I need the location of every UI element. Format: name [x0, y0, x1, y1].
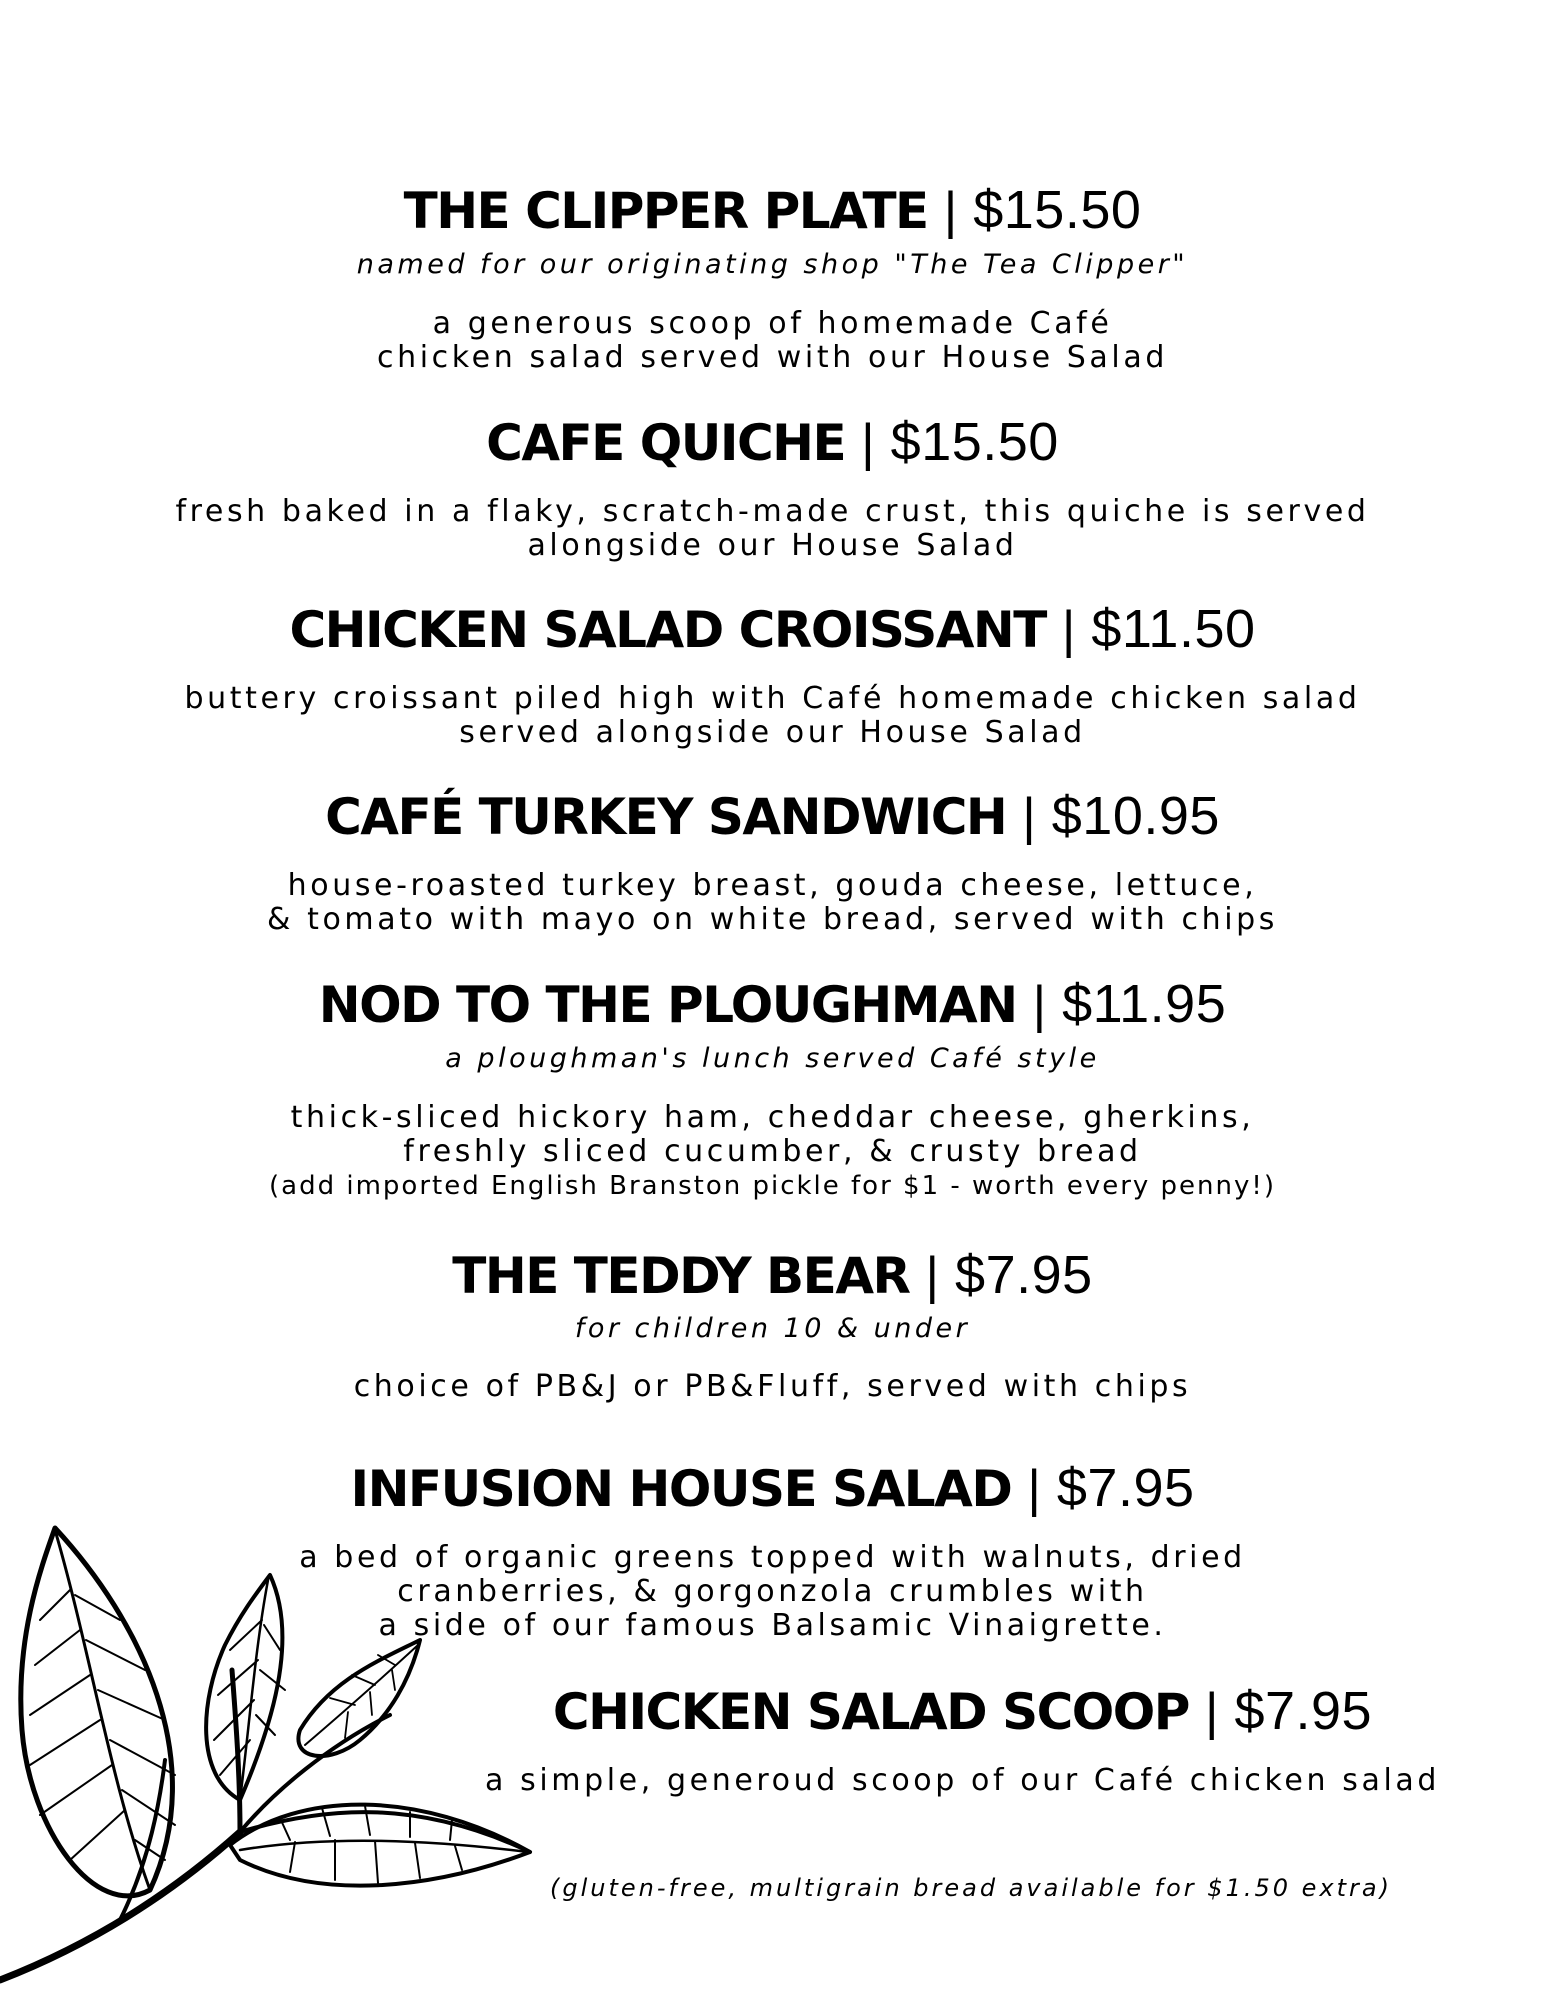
- description-line: a side of our famous Balsamic Vinaigrette.: [378, 1608, 1167, 1643]
- description-line: chicken salad served with our House Salad: [377, 340, 1168, 375]
- description-line: fresh baked in a flaky, scratch-made crust, this quiche is served: [175, 494, 1370, 529]
- menu-item-title: [0, 974, 1545, 1034]
- description-line: alongside our House Salad: [527, 528, 1018, 563]
- price-separator: |: [943, 182, 958, 240]
- item-price: $11.95: [1062, 974, 1227, 1034]
- item-price: $11.50: [1091, 599, 1256, 659]
- price-separator: |: [1027, 1460, 1041, 1518]
- item-name: CAFE QUICHE: [486, 414, 846, 472]
- item-price: $10.95: [1051, 786, 1220, 846]
- item-tagline: a ploughman's lunch served Café style: [445, 1043, 1100, 1074]
- menu-item-title: [0, 180, 1545, 240]
- price-separator: |: [1204, 1683, 1219, 1741]
- item-description: [0, 1101, 1545, 1203]
- description-line: house-roasted turkey breast, gouda cheese, lettuce,: [287, 868, 1258, 903]
- menu-item-title: [0, 412, 1545, 472]
- price-separator: |: [1061, 601, 1076, 659]
- description-line: buttery croissant piled high with Café homemade chicken salad: [184, 681, 1361, 716]
- item-price: $15.50: [973, 180, 1142, 240]
- item-price: $15.50: [890, 412, 1059, 472]
- item-note: (add imported English Branston pickle for $1 - worth every penny!): [269, 1171, 1276, 1201]
- price-separator: |: [1022, 788, 1036, 846]
- item-price: $7.95: [955, 1245, 1093, 1305]
- menu-item-title: [0, 1245, 1545, 1305]
- item-tagline: named for our originating shop "The Tea Clipper": [356, 249, 1189, 280]
- price-separator: |: [925, 1247, 940, 1305]
- description-line: thick-sliced hickory ham, cheddar cheese, gherkins,: [290, 1100, 1255, 1135]
- menu-item-title: [190, 1681, 1545, 1741]
- description-line: & tomato with mayo on white bread, served with chips: [266, 902, 1279, 937]
- description-line: a generous scoop of homemade Café: [432, 306, 1113, 341]
- item-tagline: for children 10 & under: [574, 1313, 971, 1344]
- item-description: [0, 682, 1545, 750]
- item-description: [0, 1370, 1545, 1404]
- item-name: CAFÉ TURKEY SANDWICH: [325, 788, 1007, 846]
- description-line: cranberries, & gorgonzola crumbles with: [397, 1574, 1148, 1609]
- item-name: CHICKEN SALAD SCOOP: [552, 1683, 1189, 1741]
- price-separator: |: [1032, 976, 1047, 1034]
- item-name: THE CLIPPER PLATE: [403, 182, 928, 240]
- tea-leaf-sprig-icon: [0, 1500, 560, 2000]
- item-description: [0, 495, 1545, 563]
- menu-item-title: [0, 599, 1545, 659]
- price-separator: |: [861, 414, 875, 472]
- description-line: served alongside our House Salad: [459, 715, 1086, 750]
- item-description: [190, 1764, 1545, 1798]
- description-line: freshly sliced cucumber, & crusty bread: [403, 1134, 1142, 1169]
- description-line: a simple, generoud scoop of our Café chicken salad: [484, 1763, 1441, 1798]
- item-description: [0, 307, 1545, 375]
- menu-item-title: [0, 786, 1545, 846]
- item-name: INFUSION HOUSE SALAD: [350, 1460, 1012, 1518]
- item-price: $7.95: [1234, 1681, 1373, 1741]
- footer-note: (gluten-free, multigrain bread available for $1.50 extra): [550, 1874, 1392, 1902]
- item-name: THE TEDDY BEAR: [452, 1247, 910, 1305]
- item-description: [0, 869, 1545, 937]
- item-name: NOD TO THE PLOUGHMAN: [318, 976, 1017, 1034]
- description-line: a bed of organic greens topped with walnuts, dried: [299, 1540, 1246, 1575]
- item-price: $7.95: [1056, 1458, 1195, 1518]
- description-line: choice of PB&J or PB&Fluff, served with chips: [353, 1369, 1192, 1404]
- item-name: CHICKEN SALAD CROISSANT: [289, 601, 1046, 659]
